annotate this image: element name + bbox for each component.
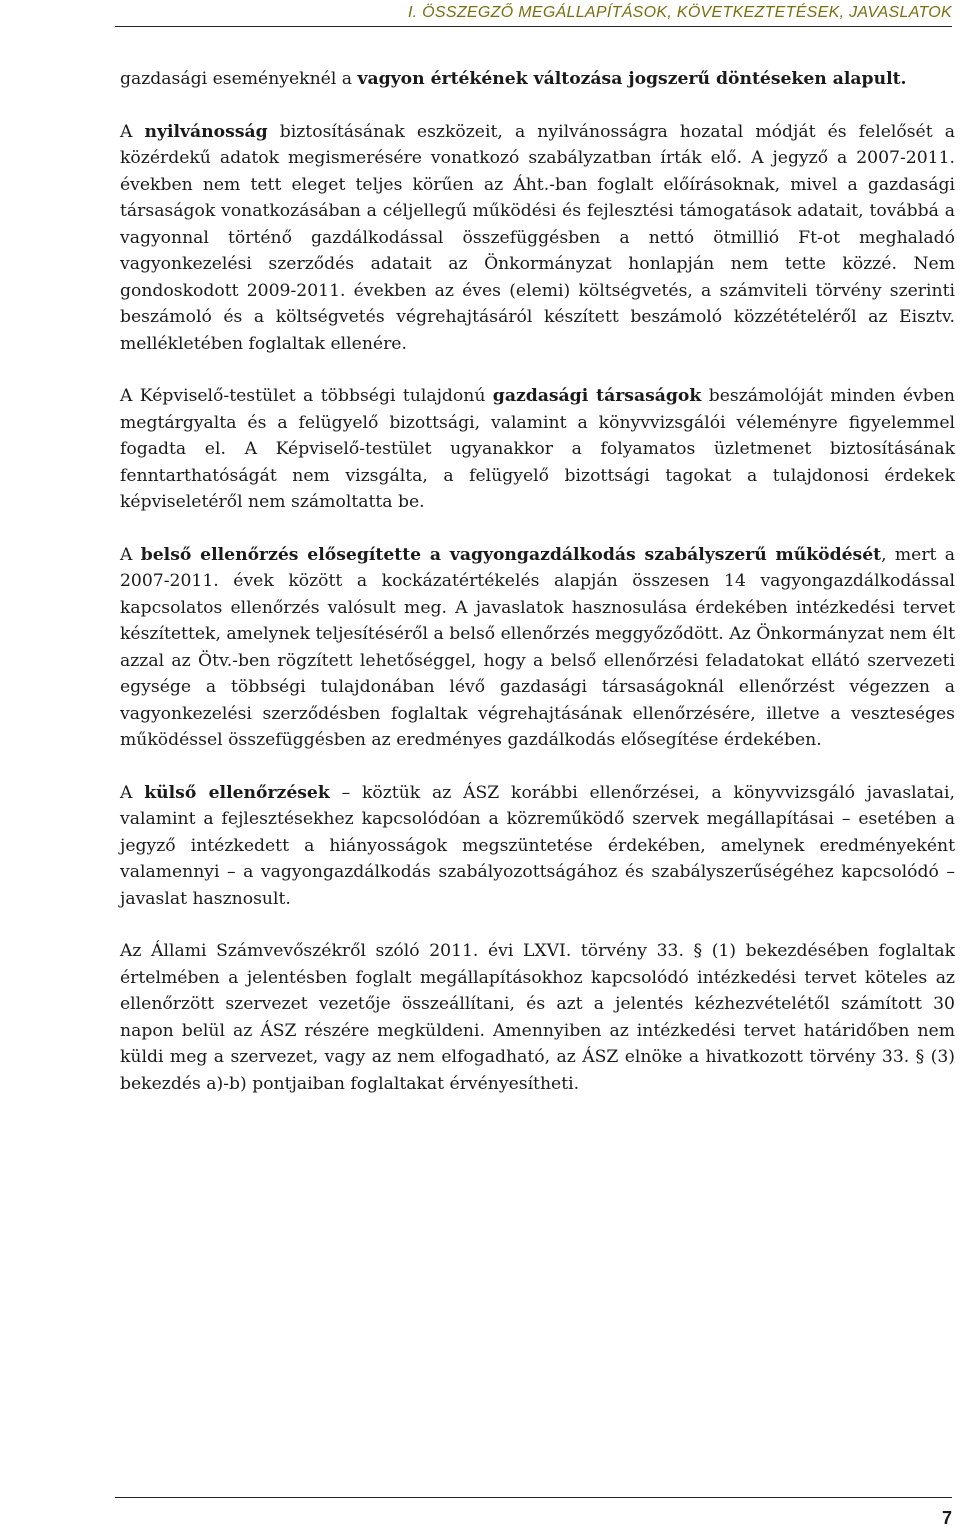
footer-divider [115,1497,952,1498]
paragraph-text: A [120,544,141,565]
paragraph-text: – köztük az ÁSZ korábbi ellenőrzései, a könyvvizsgáló javaslatai, valamint a fejlesztésekhez kapcsolódóan a közreműködő szervek megállapításai – esetében a jegyző intézkedett a hiányosságok megszüntetése érdekében, amelynek eredményeként valamennyi – a vagyongazdálkodás szabályozottságához és szabályszerűségéhez kapcsolódó – javaslat hasznosult. [120,782,955,909]
paragraph-text: A Képviselő-testület a többségi tulajdonú [120,386,493,406]
emphasis-text: belső ellenőrzés elősegítette a vagyongazdálkodás szabályszerű működését [140,544,882,565]
emphasis-text: külső ellenőrzések [144,782,330,803]
paragraph-text: gazdasági eseményeknél a [120,69,358,89]
paragraph-internal-audit [120,542,955,754]
paragraph-external-audit [120,780,955,913]
emphasis-text: nyilvánosság [144,121,268,142]
page-number: 7 [941,1508,952,1528]
paragraph-asset-value [120,66,955,93]
emphasis-text: vagyon értékének változása jogszerű döntéseken alapult. [357,69,907,89]
paragraph-text: , mert a 2007-2011. évek között a kockázatértékelés alapján összesen 14 vagyongazdálkodással kapcsolatos ellenőrzés valósult meg. A javaslatok hasznosulása érdekében intézkedési tervet készítettek, amelynek teljesítéséről a belső ellenőrzés meggyőződött. Az Önkormányzat nem élt azzal az Ötv.-ben rögzített lehetőséggel, hogy a belső ellenőrzési feladatokat ellátó szervezeti egysége a többségi tulajdonában lévő gazdasági társaságoknál ellenőrzést végezzen a vagyonkezelési szerződésben foglaltak végrehajtásának ellenőrzésére, illetve a veszteséges működéssel összefüggésben az eredményes gazdálkodás elősegítése érdekében. [120,544,955,750]
paragraph-text: A [120,121,145,142]
paragraph-legal-notice [120,938,955,1097]
paragraph-companies [120,383,955,516]
document-body [120,66,955,1123]
chapter-title: I. ÖSSZEGZŐ MEGÁLLAPÍTÁSOK, KÖVETKEZTETÉSEK, JAVASLATOK [407,4,952,21]
paragraph-text: beszámolóját minden évben megtárgyalta és a felügyelő bizottsági, valamint a könyvvizsgálói véleményre figyelemmel fogadta el. A Képviselő-testület ugyanakkor a folyamatos üzletmenet biztosításának fenntarthatóságát nem vizsgálta, a felügyelő bizottsági tagokat a tulajdonosi érdekek képviseletéről nem számoltatta be. [120,386,955,512]
paragraph-publicity [120,119,955,358]
paragraph-text: A [120,782,145,803]
emphasis-text: gazdasági társaságok [492,386,702,406]
paragraph-text: biztosításának eszközeit, a nyilvánosságra hozatal módját és felelősét a közérdekű adatok megismerésére vonatkozó szabályzatban írták elő. A jegyző a 2007-2011. években nem tett eleget teljes körűen az Áht.-ban foglalt előírásoknak, mivel a gazdasági társaságok vonatkozásában a céljellegű működési és fejlesztési támogatások adatait, továbbá a vagyonnal történő gazdálkodással összefüggésben a nettó ötmillió Ft-ot meghaladó vagyonkezelési szerződés adatait az Önkormányzat honlapján nem tette közzé. Nem gondoskodott 2009-2011. években az éves (elemi) költségvetés, a számviteli törvény szerinti beszámoló és a költségvetés végrehajtásáról készített beszámoló közzétételéről az Eisztv. mellékletében foglaltak ellenére. [120,121,955,354]
paragraph-text: Az Állami Számvevőszékről szóló 2011. évi LXVI. törvény 33. § (1) bekezdésében foglaltak értelmében a jelentésben foglalt megállapításokhoz kapcsolódó intézkedési tervet köteles az ellenőrzött szervezet vezetője összeállítani, és azt a jelentés kézhezvételétől számított 30 napon belül az ÁSZ részére megküldeni. Amennyiben az intézkedési tervet határidőben nem küldi meg a szervezet, vagy az nem elfogadható, az ÁSZ elnöke a hivatkozott törvény 33. § (3) bekezdés a)-b) pontjaiban foglaltakat érvényesítheti. [120,941,955,1094]
running-header [115,0,952,27]
